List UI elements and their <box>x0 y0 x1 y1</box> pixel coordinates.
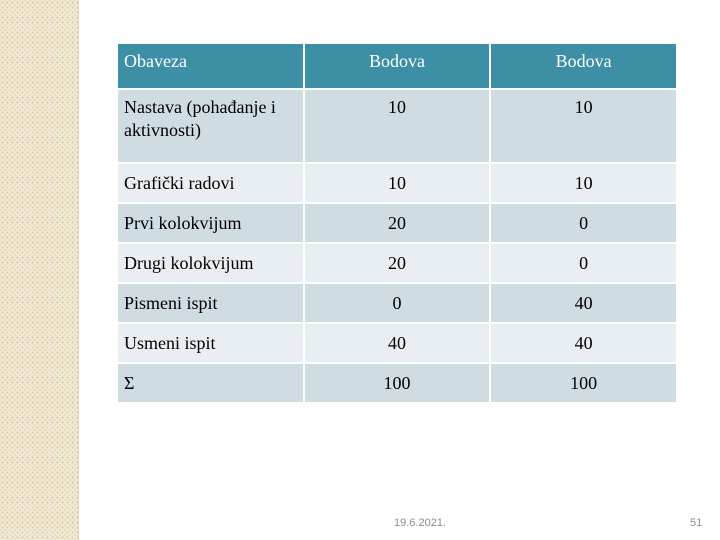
row-value-a: 40 <box>304 323 491 363</box>
table-row <box>117 283 677 323</box>
header-bodova-2: Bodova <box>490 43 677 89</box>
row-value-b: 10 <box>490 163 677 203</box>
row-label: Usmeni ispit <box>117 323 304 363</box>
header-obaveza: Obaveza <box>117 43 304 89</box>
table-row <box>117 323 677 363</box>
total-value-a: 100 <box>304 363 491 403</box>
row-value-b: 0 <box>490 243 677 283</box>
table-header-row <box>117 43 677 89</box>
side-divider <box>78 0 79 540</box>
row-label: Nastava (pohađanje i aktivnosti) <box>117 89 304 163</box>
header-bodova-1: Bodova <box>304 43 491 89</box>
row-label: Pismeni ispit <box>117 283 304 323</box>
row-value-b: 40 <box>490 323 677 363</box>
row-label: Drugi kolokvijum <box>117 243 304 283</box>
grading-table <box>116 42 678 404</box>
row-value-a: 10 <box>304 89 491 163</box>
row-value-b: 0 <box>490 203 677 243</box>
row-label: Prvi kolokvijum <box>117 203 304 243</box>
row-value-a: 10 <box>304 163 491 203</box>
table-row <box>117 89 677 163</box>
sum-symbol-label: Σ <box>117 363 304 403</box>
row-value-a: 20 <box>304 203 491 243</box>
total-value-b: 100 <box>490 363 677 403</box>
decorative-side-pattern <box>0 0 78 540</box>
table-row <box>117 163 677 203</box>
table-row <box>117 203 677 243</box>
row-value-b: 40 <box>490 283 677 323</box>
table-row-total <box>117 363 677 403</box>
footer-date: 19.6.2021. <box>394 517 446 529</box>
table-row <box>117 243 677 283</box>
row-label: Grafički radovi <box>117 163 304 203</box>
row-value-a: 0 <box>304 283 491 323</box>
row-value-a: 20 <box>304 243 491 283</box>
row-value-b: 10 <box>490 89 677 163</box>
page-number: 51 <box>690 517 703 529</box>
